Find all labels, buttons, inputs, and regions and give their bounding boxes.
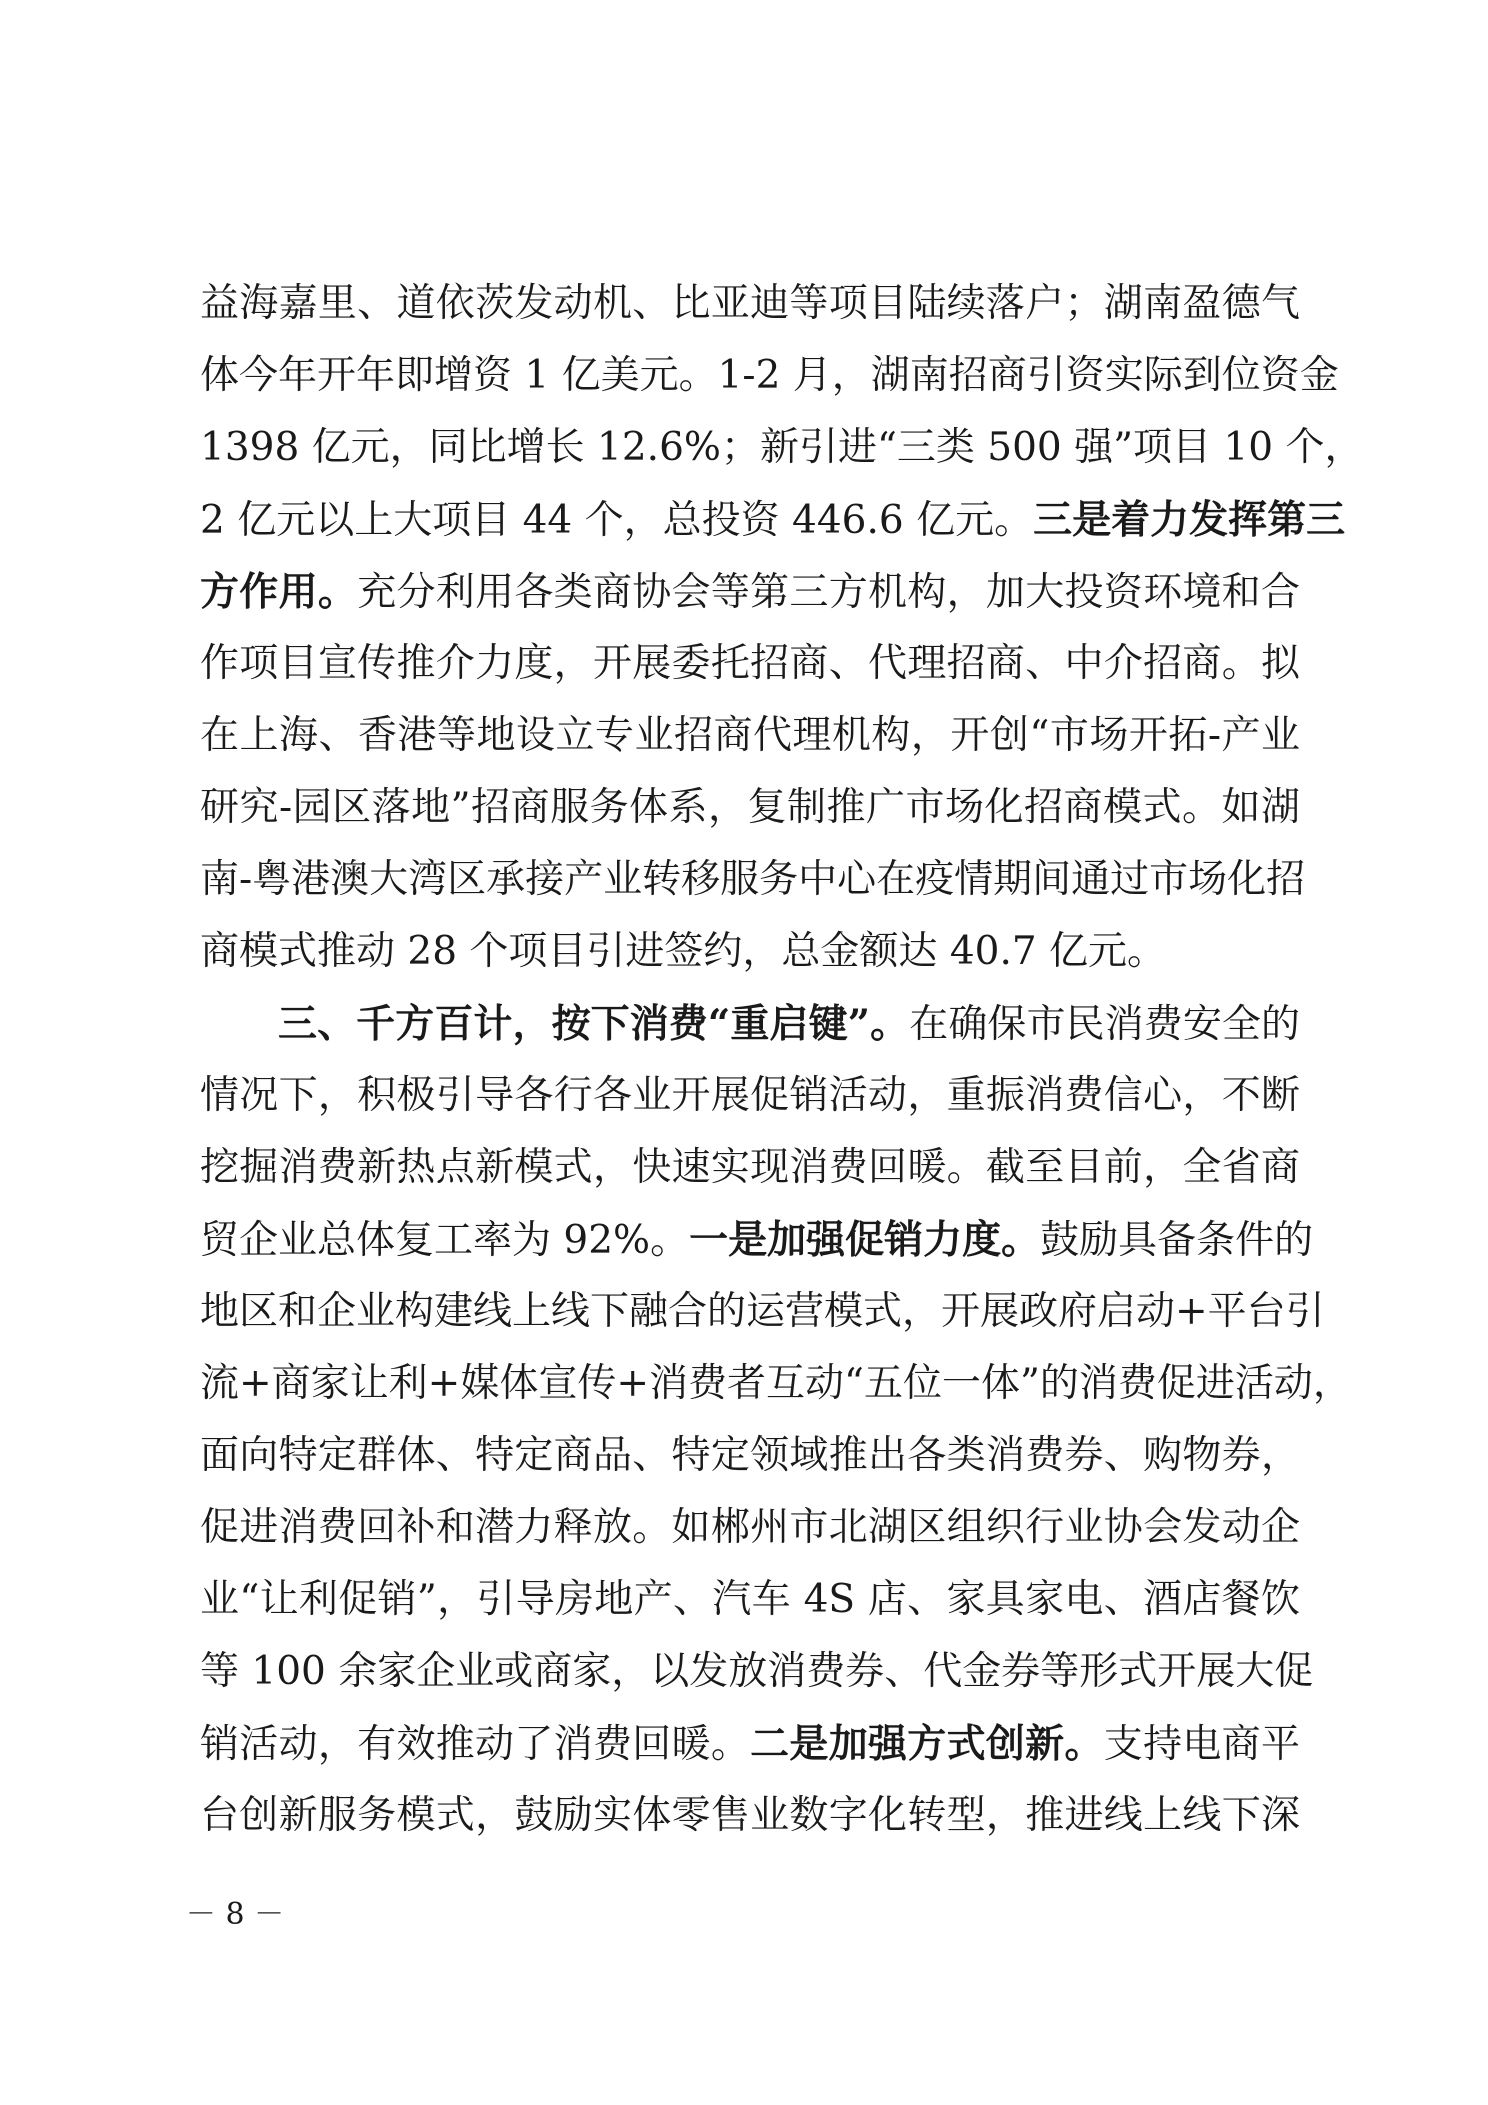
text-run: 在上海、香港等地设立专业招商代理机构，开创“市场开拓-产业 — [200, 713, 1300, 758]
text-line-11 — [278, 988, 1300, 1060]
text-run: 支持电商平 — [1103, 1722, 1300, 1767]
text-run: 挖掘消费新热点新模式，快速实现消费回暖。截至目前，全省商 — [200, 1145, 1300, 1190]
text-line-13 — [200, 1132, 1300, 1204]
text-run: 研究-园区落地”招商服务体系，复制推广市场化招商模式。如湖 — [200, 785, 1300, 830]
text-line-7 — [200, 700, 1300, 772]
text-line-20 — [200, 1636, 1314, 1708]
text-run: 面向特定群体、特定商品、特定领域推出各类消费券、购物券， — [200, 1433, 1300, 1478]
text-run: 1398 亿元，同比增长 12.6%；新引进“三类 500 强”项目 10 个， — [200, 425, 1364, 470]
text-run: 体今年开年即增资 1 亿美元。1-2 月，湖南招商引资实际到位资金 — [200, 353, 1339, 398]
page-number: － 8 － — [185, 1897, 285, 1932]
bold-heading-run: 三是着力发挥第三 — [1033, 497, 1346, 543]
text-run: 地区和企业构建线上线下融合的运营模式，开展政府启动+平台引 — [200, 1289, 1325, 1334]
text-run: 业“让利促销”，引导房地产、汽车 4S 店、家具家电、酒店餐饮 — [200, 1577, 1300, 1622]
text-line-15 — [200, 1276, 1325, 1348]
text-run: 贸企业总体复工率为 92%。 — [200, 1218, 690, 1263]
text-run: 促进消费回补和潜力释放。如郴州市北湖区组织行业协会发动企 — [200, 1505, 1300, 1550]
text-line-22 — [200, 1780, 1300, 1852]
text-line-3 — [200, 412, 1364, 484]
text-run: 等 100 余家企业或商家，以发放消费券、代金券等形式开展大促 — [200, 1649, 1314, 1694]
text-run: 台创新服务模式，鼓励实体零售业数字化转型，推进线上线下深 — [200, 1793, 1300, 1838]
text-run: 情况下，积极引导各行各业开展促销活动，重振消费信心，不断 — [200, 1073, 1300, 1118]
bold-heading-run: 一是加强促销力度。 — [689, 1217, 1041, 1263]
section-heading: 三、千方百计，按下消费“重启键”。 — [278, 1001, 910, 1047]
text-run: 作项目宣传推介力度，开展委托招商、代理招商、中介招商。拟 — [200, 641, 1300, 686]
text-run: 充分利用各类商协会等第三方机构，加大投资环境和合 — [357, 570, 1300, 615]
text-run: 商模式推动 28 个项目引进签约，总金额达 40.7 亿元。 — [200, 929, 1167, 974]
text-line-14 — [200, 1204, 1314, 1276]
text-line-12 — [200, 1060, 1300, 1132]
text-line-16 — [200, 1348, 1352, 1420]
text-run: 鼓励具备条件的 — [1040, 1218, 1314, 1263]
text-line-10 — [200, 916, 1300, 988]
text-line-1 — [200, 268, 1300, 340]
text-run: 2 亿元以上大项目 44 个，总投资 446.6 亿元。 — [200, 498, 1034, 543]
text-line-17 — [200, 1420, 1300, 1492]
text-run: 在确保市民消费安全的 — [909, 1002, 1300, 1047]
text-line-4 — [200, 484, 1346, 556]
text-line-6 — [200, 628, 1300, 700]
text-line-8 — [200, 772, 1300, 844]
text-run: 流+商家让利+媒体宣传+消费者互动“五位一体”的消费促进活动， — [200, 1361, 1352, 1406]
bold-heading-run: 方作用。 — [200, 569, 358, 615]
bold-heading-run: 二是加强方式创新。 — [750, 1721, 1104, 1767]
text-line-2 — [200, 340, 1339, 412]
text-run: 益海嘉里、道依茨发动机、比亚迪等项目陆续落户；湖南盈德气 — [200, 281, 1300, 326]
text-line-9 — [200, 844, 1306, 916]
text-run: 南-粤港澳大湾区承接产业转移服务中心在疫情期间通过市场化招 — [200, 857, 1306, 902]
text-line-5 — [200, 556, 1300, 628]
text-line-18 — [200, 1492, 1300, 1564]
text-run: 销活动，有效推动了消费回暖。 — [200, 1722, 751, 1767]
text-line-21 — [200, 1708, 1300, 1780]
text-line-19 — [200, 1564, 1300, 1636]
